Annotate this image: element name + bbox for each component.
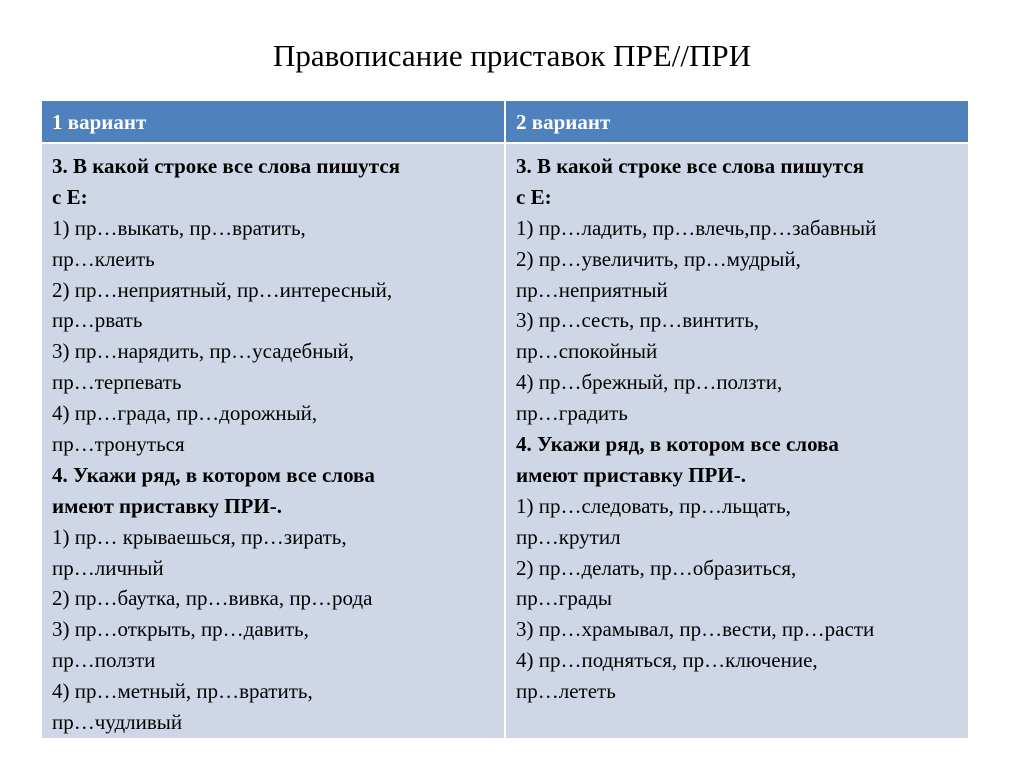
- answer-option-line: пр…спокойный: [516, 339, 658, 364]
- answer-option-line: пр…личный: [52, 555, 164, 580]
- answer-option-line: 1) пр…ладить, пр…влечь,пр…забавный: [516, 215, 877, 240]
- answer-option-line: 3) пр…сесть, пр…винтить,: [516, 308, 760, 333]
- answer-option-line: пр…грады: [516, 586, 612, 611]
- task-question-line: имеют приставку ПРИ-.: [52, 493, 282, 518]
- page-title: Правописание приставок ПРЕ//ПРИ: [272, 38, 751, 73]
- answer-option-line: 4) пр…града, пр…дорожный,: [52, 401, 318, 426]
- answer-option-line: пр…неприятный: [516, 277, 668, 302]
- answer-option-line: пр…рвать: [52, 308, 143, 333]
- answer-option-line: пр…чудливый: [52, 710, 183, 735]
- answer-option-line: 3) пр…нарядить, пр…усадебный,: [52, 339, 355, 364]
- answer-option-line: 2) пр…баутка, пр…вивка, пр…рода: [52, 586, 373, 611]
- answer-option-line: 1) пр… крываешься, пр…зирать,: [52, 524, 347, 549]
- answer-option-line: 3) пр…открыть, пр…давить,: [52, 617, 309, 642]
- answer-option-line: 1) пр…следовать, пр…льщать,: [516, 493, 791, 518]
- task-question-line: имеют приставку ПРИ-.: [516, 462, 746, 487]
- answer-option-line: 4) пр…брежный, пр…ползти,: [516, 370, 783, 395]
- task-question-line: 3. В какой строке все слова пишутся: [52, 154, 401, 178]
- answer-option-line: пр…ползти: [52, 648, 156, 673]
- task-question-line: 4. Укажи ряд, в котором все слова: [516, 432, 839, 457]
- answer-option-line: 2) пр…делать, пр…образиться,: [516, 555, 797, 580]
- answer-option-line: пр…тронуться: [52, 432, 185, 457]
- task-question-line: с Е:: [52, 184, 88, 209]
- answer-option-line: пр…лететь: [516, 679, 616, 704]
- variants-table: [42, 101, 968, 738]
- answer-option-line: 4) пр…подняться, пр…ключение,: [516, 648, 818, 673]
- answer-option-line: пр…клеить: [52, 246, 155, 271]
- answer-option-line: пр…крутил: [516, 524, 621, 549]
- task-question-line: 3. В какой строке все слова пишутся: [516, 154, 865, 178]
- answer-option-line: 3) пр…храмывал, пр…вести, пр…расти: [516, 617, 875, 642]
- variant-1-content: [42, 144, 504, 738]
- answer-option-line: 1) пр…выкать, пр…вратить,: [52, 215, 306, 240]
- variant-2-content: [506, 144, 968, 738]
- answer-option-line: 4) пр…метный, пр…вратить,: [52, 679, 313, 704]
- task-question-line: 4. Укажи ряд, в котором все слова: [52, 462, 375, 487]
- answer-option-line: пр…градить: [516, 401, 628, 426]
- answer-option-line: 2) пр…увеличить, пр…мудрый,: [516, 246, 801, 271]
- answer-option-line: 2) пр…неприятный, пр…интересный,: [52, 277, 393, 302]
- answer-option-line: пр…терпевать: [52, 370, 182, 395]
- variant-1-header: 1 вариант: [42, 101, 504, 142]
- task-question-line: с Е:: [516, 184, 552, 209]
- variant-2-header: 2 вариант: [506, 101, 968, 142]
